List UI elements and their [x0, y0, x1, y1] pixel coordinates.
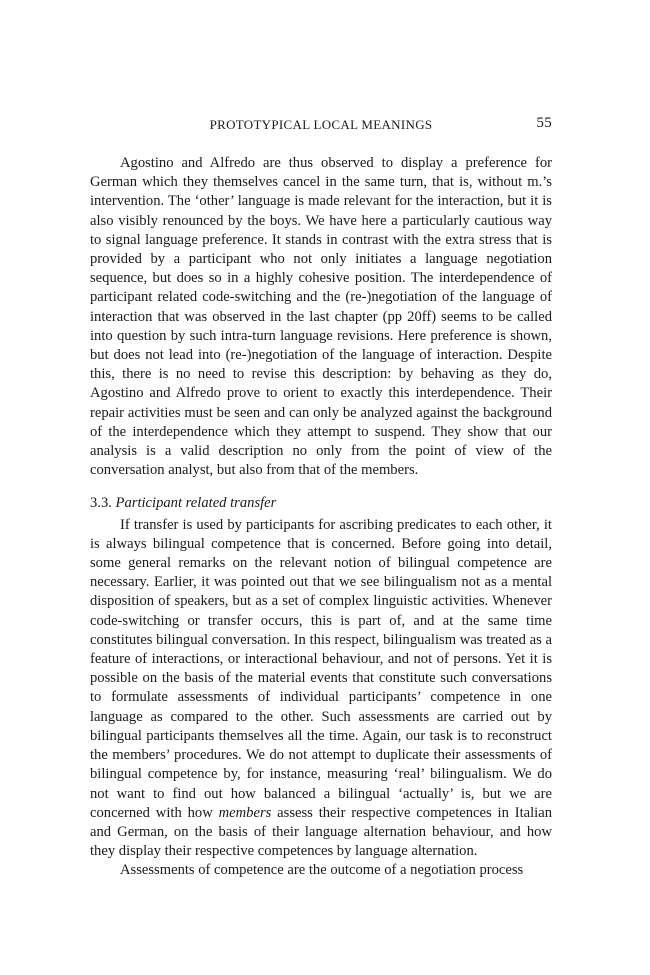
- paragraph-3: [90, 861, 552, 880]
- paragraph-1-text: Agostino and Alfredo are thus observed to display a preference for German which they themselves cancel in the same turn, that is, without m.’s intervention. The ‘other’ language is made relevant for the interaction, but it is also visibly renounced by the boys. We have here a particularly cautious way to signal language preference. It stands in contrast with the extra stress that is provided by a participant who not only initiates a language negotiation sequence, but does so in a highly cohesive position. The interdependence of participant related code-switching and the (re-)negotiation of the language of interaction that was observed in the last chapter (pp 20ff) seems to be called into question by such intra-turn language revisions. Here preference is shown, but does not lead into (re-)negotiation of the language of interaction. Despite this, there is no need to revise this description: by behaving as they do, Agostino and Alfredo prove to orient to exactly this interdependence. Their repair activities must be seen and can only be analyzed against the background of the interdependence which they attempt to suspend. They show that our analysis is a valid description no only from the point of view of the conversation analyst, but also from that of the members.: [90, 155, 552, 479]
- section-title: Participant related transfer: [115, 495, 277, 512]
- paragraph-3-text: Assessments of competence are the outcome of a negotiation process: [120, 862, 524, 879]
- running-head: PROTOTYPICAL LOCAL MEANINGS: [209, 117, 433, 132]
- body-text: [90, 154, 552, 881]
- page-number: 55: [536, 115, 552, 131]
- section-number: 3.3.: [90, 495, 112, 512]
- page-header: [90, 117, 552, 139]
- paragraph-1: [90, 154, 552, 480]
- paragraph-2: [90, 516, 552, 862]
- paragraph-2-text-b: assess their respective competences in Italian and German, on the basis of their language alternation behaviour, and how they display their respective competences by language alternation.: [90, 804, 552, 860]
- section-heading: [90, 494, 552, 513]
- paragraph-2-emphasis: members: [218, 804, 272, 821]
- paragraph-2-text-a: If transfer is used by participants for ascribing predicates to each other, it is always bilingual competence that is concerned. Before going into detail, some general remarks on the relevant notion of bilingual competence are necessary. Earlier, it was pointed out that we see bilingualism not as a mental disposition of speakers, but as a set of complex linguistic activities. Whenever code-switching or transfer occurs, this is part of, and at the same time constitutes bilingual conversation. In this respect, bilingualism was treated as a feature of interactions, or interactional behaviour, and not of persons. Yet it is possible on the basis of the material events that constitute such conversations to formulate assessments of individual participants’ competence in one language as compared to the other. Such assessments are carried out by bilingual participants themselves all the time. Again, our task is to reconstruct the members’ procedures. We do not attempt to duplicate their assessments of bilingual competence by, for instance, measuring ‘real’ bilingualism. We do not want to find out how balanced a bilingual ‘actually’ is, but we are concerned with how: [90, 516, 552, 821]
